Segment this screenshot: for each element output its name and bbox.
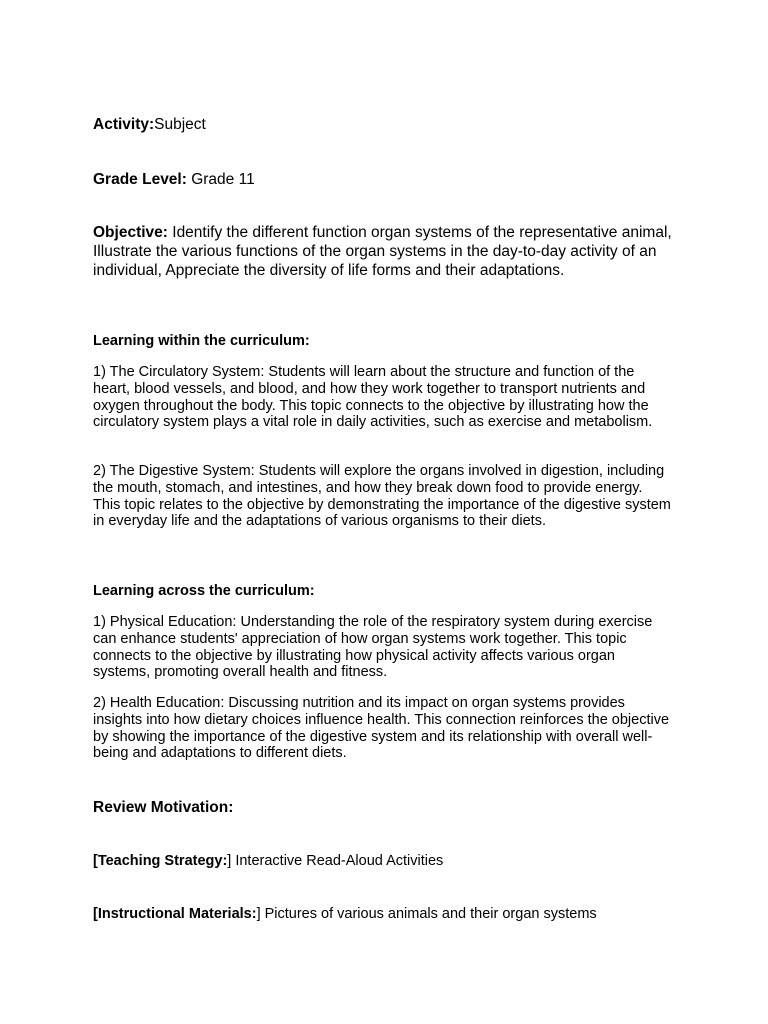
grade-level-label: Grade Level:	[93, 171, 187, 188]
teaching-strategy-line	[93, 853, 673, 870]
instructional-materials-label: [Instructional Materials:	[93, 906, 257, 922]
learning-across-item: 2) Health Education: Discussing nutrition and its impact on organ systems provides insights into how dietary choices influence health. This connection reinforces the objective by showing the importance of the digestive system and its relationship with overall well-being and adaptations to different diets.	[93, 695, 670, 762]
learning-across-item: 1) Physical Education: Understanding the role of the respiratory system during exercise can enhance students' appreciation of how organ systems work together. This topic connects to the objective by illustrating how physical activity affects various organ systems, promoting overall health and fitness.	[93, 614, 653, 681]
learning-across-heading: Learning across the curriculum:	[93, 583, 315, 599]
objective-label: Objective:	[93, 224, 168, 241]
objective-text: Identify the different function organ systems of the representative animal, Illustrate the various functions of the organ systems in the day-to-day activity of an individual, Appreciate the diversity of life forms and their adaptations.	[93, 224, 672, 279]
objective-paragraph	[93, 223, 673, 280]
review-motivation-heading: Review Motivation:	[93, 799, 234, 816]
teaching-strategy-value: ] Interactive Read-Aloud Activities	[227, 853, 444, 869]
grade-level-line	[93, 170, 673, 189]
activity-value: Subject	[154, 116, 206, 133]
activity-line	[93, 115, 673, 134]
activity-label: Activity:	[93, 116, 155, 133]
instructional-materials-value: ] Pictures of various animals and their organ systems	[256, 906, 597, 922]
grade-level-value: Grade 11	[186, 171, 255, 188]
learning-within-heading: Learning within the curriculum:	[93, 333, 310, 349]
learning-within-item: 1) The Circulatory System: Students will learn about the structure and function of the heart, blood vessels, and blood, and how they work together to transport nutrients and oxygen throughout the body. This topic connects to the objective by illustrating how the circulatory system plays a vital role in daily activities, such as exercise and metabolism.	[93, 364, 653, 431]
instructional-materials-line	[93, 906, 673, 923]
teaching-strategy-label: [Teaching Strategy:	[93, 853, 228, 869]
learning-within-item: 2) The Digestive System: Students will explore the organs involved in digestion, including the mouth, stomach, and intestines, and how they break down food to provide energy. This topic relates to the objective by demonstrating the importance of the digestive system in everyday life and the adaptations of various organisms to their diets.	[93, 463, 671, 530]
